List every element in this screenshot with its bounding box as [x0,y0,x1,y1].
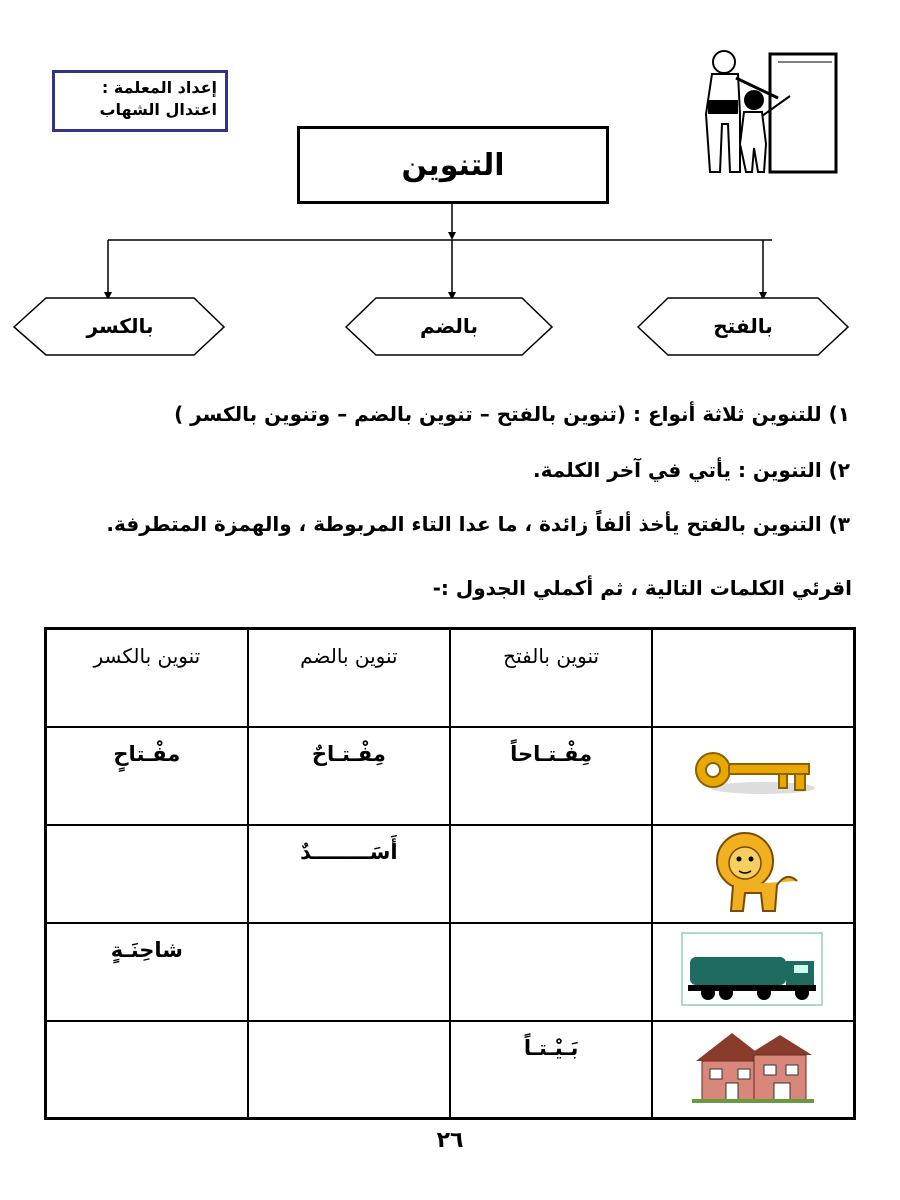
table-row [46,727,855,825]
table-row [46,825,855,923]
lion-image-cell [652,825,854,923]
cell-kasra: شاحِنَـةٍ [46,923,248,1021]
header-image-cell [652,629,854,727]
author-label: إعداد المعلمة : [101,78,217,97]
page-number: ٢٦ [436,1128,464,1153]
lion-icon [703,827,803,915]
header-fatha: تنوين بالفتح [450,629,652,727]
cell-kasra: مفْـتاحٍ [46,727,248,825]
cell-damma [248,1021,450,1119]
key-image-cell [652,727,854,825]
table-header-row [46,629,855,727]
author-name: اعتدال الشهاب [99,100,217,119]
cell-kasra [46,1021,248,1119]
arrow-head-top [448,232,456,240]
rule-3: ٣) التنوين بالفتح يأخذ ألفاً زائدة ، ما عدا التاء المربوطة ، والهمزة المتطرفة. [106,512,850,536]
house-image-cell [652,1021,854,1119]
diagram-title: التنوين [401,147,505,183]
truck-icon [678,929,828,1009]
cell-fatha [450,825,652,923]
table-row [46,923,855,1021]
cell-fatha [450,923,652,1021]
header-damma: تنوين بالضم [248,629,450,727]
cell-damma: أَسَــــــــدٌ [248,825,450,923]
key-icon [683,738,823,808]
rule-2: ٢) التنوين : يأتي في آخر الكلمة. [533,458,850,482]
tanween-table [44,627,856,1120]
table-row [46,1021,855,1119]
branch-label-fatha: بالفتح [713,314,773,338]
cell-damma: مِفْـتـاحٌ [248,727,450,825]
cell-kasra [46,825,248,923]
truck-image-cell [652,923,854,1021]
branch-label-kasra: بالكسر [86,314,154,338]
house-icon [688,1027,818,1107]
instruction: اقرئي الكلمات التالية ، ثم أكملي الجدول :- [432,576,852,600]
cell-fatha: مِفْـتـاحاً [450,727,652,825]
rule-1: ١) للتنوين ثلاثة أنواع : (تنوين بالفتح – تنوين بالضم – وتنوين بالكسر ) [174,402,850,426]
cell-damma [248,923,450,1021]
branch-label-damma: بالضم [420,314,478,338]
cell-fatha: بَـيْـتـاً [450,1021,652,1119]
header-kasra: تنوين بالكسر [46,629,248,727]
